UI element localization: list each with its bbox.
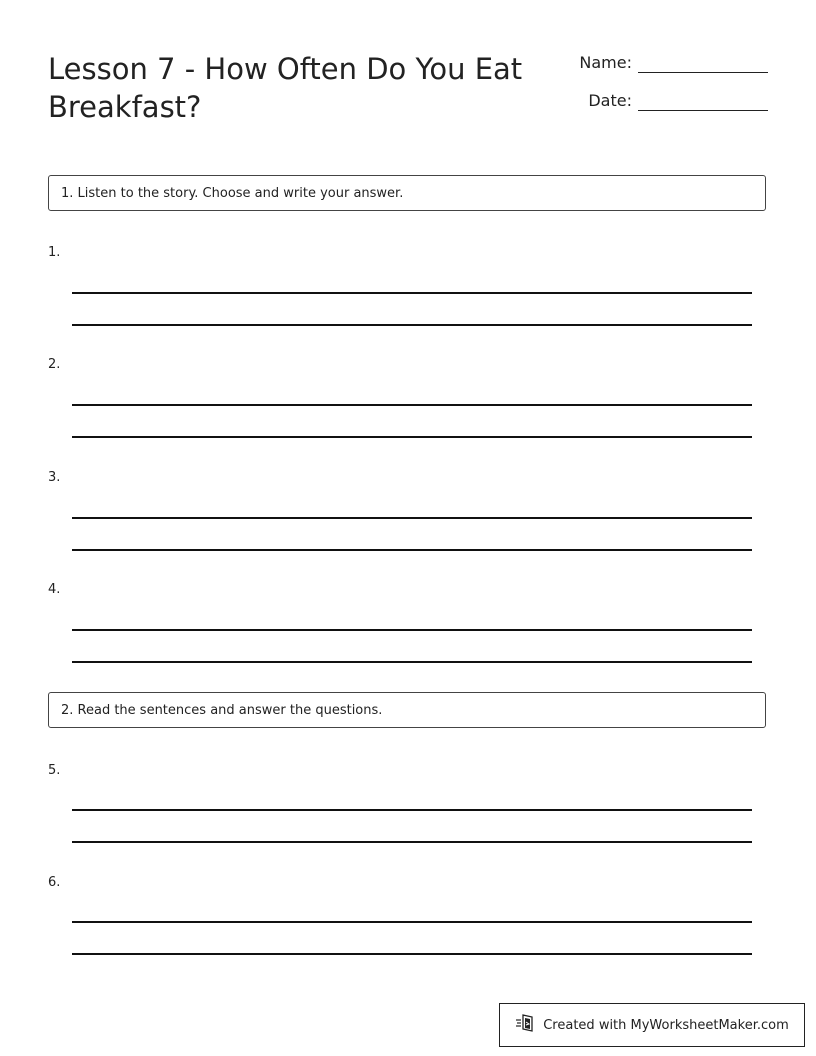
question-number: 3. [48, 470, 61, 485]
date-blank-line[interactable] [638, 96, 768, 111]
answer-line[interactable] [72, 517, 752, 519]
question-number: 1. [48, 245, 61, 260]
question-1 [48, 245, 752, 261]
worksheet-title: Lesson 7 - How Often Do You Eat Breakfast? [48, 52, 523, 124]
answer-line[interactable] [72, 661, 752, 663]
question-4 [48, 582, 752, 598]
answer-line[interactable] [72, 841, 752, 843]
question-number: 4. [48, 582, 61, 597]
question-number: 6. [48, 875, 61, 890]
name-field [579, 53, 768, 73]
section-1-instruction: 1. Listen to the story. Choose and write your answer. [48, 175, 766, 211]
question-2 [48, 357, 752, 373]
answer-line[interactable] [72, 629, 752, 631]
answer-line[interactable] [72, 809, 752, 811]
question-number: 5. [48, 763, 61, 778]
answer-line[interactable] [72, 324, 752, 326]
date-field [588, 91, 768, 111]
answer-line[interactable] [72, 549, 752, 551]
footer-text: Created with MyWorksheetMaker.com [543, 1017, 789, 1033]
question-number: 2. [48, 357, 61, 372]
section-2-instruction: 2. Read the sentences and answer the questions. [48, 692, 766, 728]
question-3 [48, 470, 752, 486]
question-6 [48, 875, 752, 891]
name-blank-line[interactable] [638, 58, 768, 73]
worksheet-maker-logo-icon [515, 1012, 543, 1038]
answer-line[interactable] [72, 921, 752, 923]
answer-line[interactable] [72, 292, 752, 294]
question-5 [48, 763, 752, 779]
answer-line[interactable] [72, 404, 752, 406]
name-label: Name: [579, 53, 632, 72]
date-label: Date: [588, 91, 632, 110]
answer-line[interactable] [72, 436, 752, 438]
footer-badge[interactable] [499, 1003, 805, 1047]
answer-line[interactable] [72, 953, 752, 955]
